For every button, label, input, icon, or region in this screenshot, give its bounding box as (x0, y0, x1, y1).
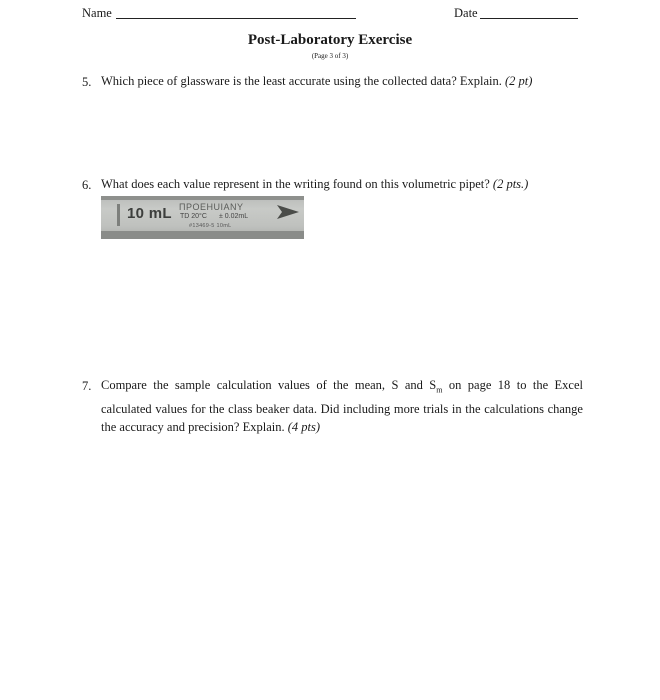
page-title: Post-Laboratory Exercise (247, 32, 413, 48)
date-line (480, 4, 578, 19)
question-7-points: (4 pts) (287, 419, 321, 434)
volumetric-pipet-image (101, 196, 304, 239)
question-6-points: (2 pts.) (492, 177, 529, 191)
page-subtitle: (Page 3 of 3) (311, 52, 349, 60)
pipet-glass-edge-bottom (101, 231, 304, 239)
question-7-number: 7. (82, 379, 92, 393)
question-5-body: Which piece of glassware is the least accurate using the collected data? Explain. (101, 74, 502, 88)
pipet-arrow-icon (277, 205, 299, 219)
pipet-volume-text: 10 mL (127, 205, 172, 222)
pipet-temperature-text: TD 20°C (180, 213, 207, 220)
question-7-text (101, 376, 583, 436)
pipet-mark-ring (117, 204, 120, 226)
name-label: Name (82, 6, 112, 20)
question-5-points: (2 pt) (505, 74, 533, 88)
pipet-brand-text: ПΡΟΕΗUΙΑΝΥ (179, 202, 244, 212)
question-7-body-end: on page 18 to the Excel calculated values for the class beaker data. Did including more trials in the calculations change the accuracy and precision? Explain. (101, 378, 583, 434)
question-6-body: What does each value represent in the writing found on this volumetric pipet? (101, 177, 490, 191)
question-7-body-start: Compare the sample calculation values of the mean, S and S (101, 378, 437, 392)
date-label: Date (454, 6, 478, 20)
question-5-number: 5. (82, 75, 92, 89)
pipet-glass-edge-top (101, 196, 304, 200)
question-6-text (101, 175, 581, 193)
pipet-tolerance-text: ± 0.02mL (219, 213, 249, 220)
question-6-number: 6. (82, 178, 92, 192)
name-line (116, 4, 356, 19)
pipet-lot-text: #13469-5 10mL (189, 223, 232, 229)
question-7-subscript: m (436, 385, 443, 395)
question-5-text (101, 72, 581, 90)
